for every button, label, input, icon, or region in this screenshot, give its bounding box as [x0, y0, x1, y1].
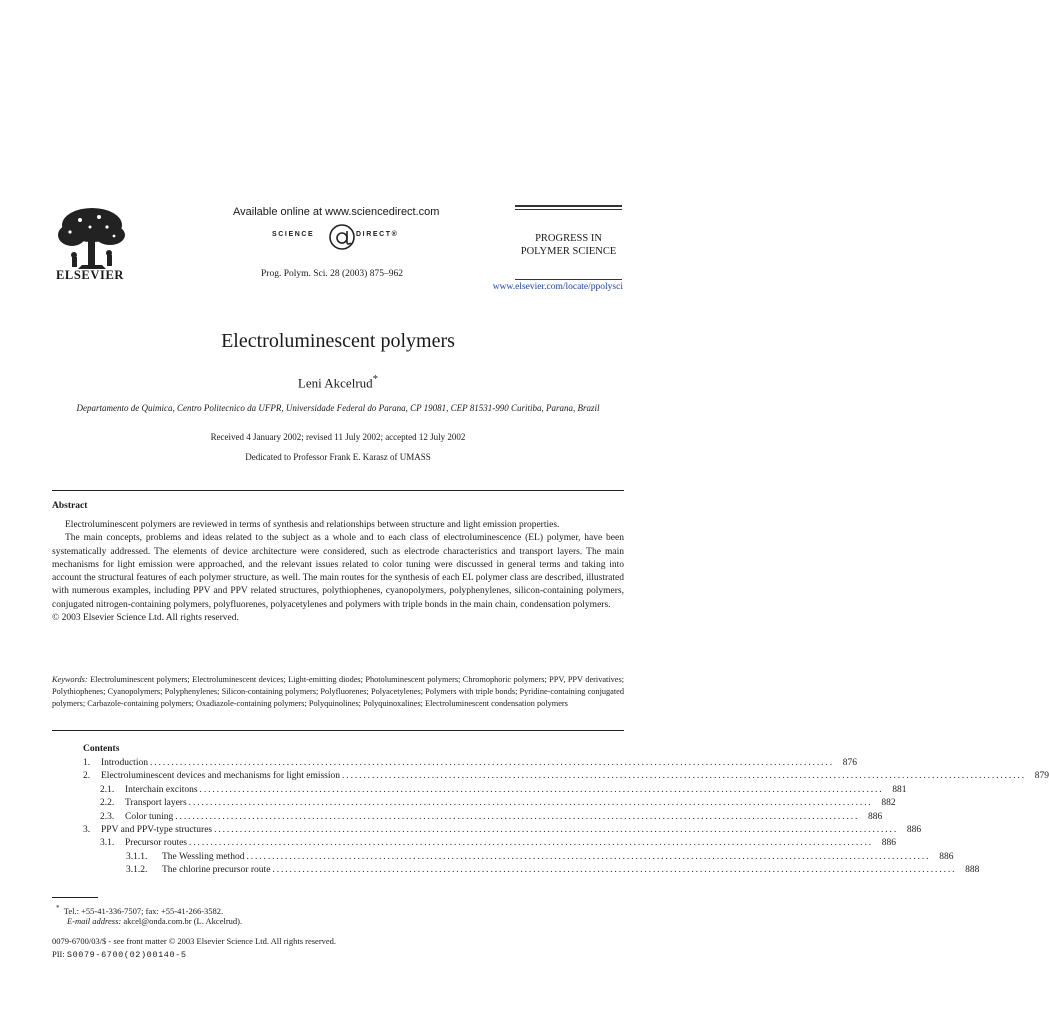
toc-entry-title: Precursor routes [125, 838, 187, 849]
author-name[interactable]: Leni Akcelrud [297, 375, 373, 391]
toc-entry-number: 2.1. [100, 784, 115, 795]
toc-entry-number: 2.3. [100, 811, 115, 822]
toc-entry-page: 886 [939, 851, 954, 862]
toc-entry[interactable] [83, 770, 1049, 783]
toc-leader-dots: ................................................................................................................................................................ [342, 771, 1027, 782]
journal-rule-top [515, 205, 622, 207]
toc-entry-number: 2.2. [100, 798, 115, 809]
toc-entry-title: Interchain excitons [125, 784, 198, 795]
abstract-copyright: © 2003 Elsevier Science Ltd. All rights reserved. [52, 613, 239, 624]
front-matter-copyright: 0079-6700/03/$ - see front matter © 2003 Elsevier Science Ltd. All rights reserved. [52, 936, 337, 946]
toc-entry-number: 2. [83, 771, 91, 782]
toc-entry-page: 886 [868, 811, 883, 822]
toc-leader-dots: ................................................................................................................................................................ [188, 798, 873, 809]
toc-entry-page: 876 [842, 758, 857, 768]
available-online-text: Available online at www.sciencedirect.com [233, 206, 440, 218]
abstract-paragraph: Electroluminescent polymers are reviewed in terms of synthesis and relationships between structure and light emission properties. [65, 520, 560, 530]
toc-entry[interactable] [83, 824, 922, 837]
toc-leader-dots: ................................................................................................................................................................ [199, 784, 884, 795]
toc-leader-dots: ................................................................................................................................................................ [189, 838, 873, 849]
abstract-heading: Abstract [52, 501, 88, 511]
toc-entry[interactable] [83, 811, 883, 824]
pii-line [52, 949, 187, 960]
journal-citation: Prog. Polym. Sci. 28 (2003) 875–962 [261, 269, 403, 279]
toc-entry-title: The Wessling method [162, 851, 245, 862]
footnote-rule [52, 897, 98, 898]
toc-entry-number: 1. [83, 758, 91, 768]
article-title: Electroluminescent polymers [221, 330, 455, 352]
toc-entry[interactable] [83, 851, 954, 864]
toc-entry-title: PPV and PPV-type structures [101, 824, 213, 835]
keywords-block [52, 674, 624, 709]
toc-leader-dots: ................................................................................................................................................................ [214, 824, 899, 835]
toc-entry-title: The chlorine precursor route [162, 865, 271, 876]
toc-entry-page: 886 [881, 838, 896, 849]
toc-entry[interactable] [83, 784, 907, 797]
dedication: Dedicated to Professor Frank E. Karasz of UMASS [245, 452, 431, 462]
toc-entry[interactable] [83, 757, 857, 770]
toc-leader-dots: ................................................................................................................................................................ [272, 865, 957, 876]
author-line [0, 373, 676, 391]
author-footnote-marker[interactable]: * [372, 373, 379, 385]
journal-url-link[interactable]: www.elsevier.com/locate/ppolysci [492, 282, 623, 292]
abstract-body [52, 519, 624, 625]
toc-entry-page: 879 [1034, 771, 1049, 782]
toc-entry-number: 3.1. [100, 838, 115, 849]
footnote-marker: * [56, 904, 60, 912]
publisher-logo-text: ELSEVIER [55, 268, 125, 282]
toc-entry-title: Transport layers [125, 798, 187, 809]
received-dates: Received 4 January 2002; revised 11 July 2002; accepted 12 July 2002 [210, 432, 466, 442]
sciencedirect-left-text: SCIENCE [272, 231, 315, 238]
toc-leader-dots: ................................................................................................................................................................ [149, 758, 834, 768]
email-label: E-mail address: [67, 916, 122, 926]
toc-entry-title: Introduction [101, 758, 148, 768]
toc-entry-page: 888 [965, 865, 980, 876]
email-value[interactable]: akcel@onda.com.br (L. Akcelrud). [123, 916, 243, 926]
abstract-paragraph: The main concepts, problems and ideas related to the subject as a whole and to each class of electroluminescence (EL) polymer, have been systematically addressed. The elements of device architecture were considered, such as electrode characteristics and transport layers. The main mechanisms for light emission were approached, and the relevant issues related to color tuning were discussed in general terms and taking into account the structural features of each polymer structure, as well. The main routes for the synthesis of each EL polymer class are described, illustrated with numerous examples, including PPV and PPV related structures, polythiophenes, cyanopolymers, polyphenylenes, silicon-containing polymers, conjugated nitrogen-containing polymers, polyfluorenes, polyacetylenes and polymers with triple bonds in the main chain, condensation polymers. [52, 533, 624, 610]
toc-entry-number: 3.1.2. [126, 865, 148, 876]
abstract-bottom-rule [52, 730, 624, 731]
author-affiliation: Departamento de Quimica, Centro Politecnico da UFPR, Universidade Federal do Parana, CP 19081, CEP 81531-990 Curitiba, Parana, Brazil [76, 403, 600, 413]
footnote-phone-fax: Tel.: +55-41-336-7507; fax: +55-41-266-3582. [63, 905, 224, 916]
journal-name [515, 232, 622, 258]
contents-heading: Contents [83, 744, 120, 754]
toc-entry-title: Electroluminescent devices and mechanisms for light emission [101, 771, 341, 782]
toc-entry-number: 3.1.1. [126, 851, 148, 862]
sciencedirect-logo [272, 223, 412, 249]
toc-entry-page: 886 [906, 824, 922, 835]
toc-entry-page: 881 [892, 784, 907, 795]
toc-leader-dots: ................................................................................................................................................................ [246, 851, 931, 862]
toc-entry[interactable] [83, 797, 896, 810]
toc-leader-dots: ................................................................................................................................................................ [175, 811, 860, 822]
pii-label: PII: [52, 949, 65, 959]
pii-value: S0079-6700(02)00140-5 [66, 950, 187, 960]
toc-entry[interactable] [83, 837, 896, 850]
journal-name-line2: POLYMER SCIENCE [520, 246, 617, 257]
journal-rule-top-thin [515, 209, 622, 210]
sciencedirect-right-text: DIRECT® [356, 231, 399, 238]
journal-name-line1: PROGRESS IN [535, 233, 602, 244]
keywords-text: Electroluminescent polymers; Electroluminescent devices; Light-emitting diodes; Photoluminescent polymers; Chromophoric polymers; PPV, PPV derivatives; Polythiophenes; Cyanopolymers; Polyphenylenes; Silicon-containing polymers; Polyfluorenes; Polyacetylenes; Polymers with triple bonds; Pyridine-containing conjugated polymers; Carbazole-containing polymers; Oxadiazole-containing polymers; Polyquinolines; Polyquinoxalines; Electroluminescent condensation polymers [52, 675, 624, 708]
toc-entry-page: 882 [881, 798, 896, 809]
abstract-top-rule [52, 490, 624, 491]
table-of-contents [83, 757, 1049, 878]
toc-entry-number: 3. [83, 824, 91, 835]
toc-entry[interactable] [83, 864, 980, 877]
toc-entry-title: Color tuning [125, 811, 174, 822]
journal-rule-bottom [515, 279, 622, 280]
footnote-email [67, 916, 242, 926]
at-sign-icon [328, 223, 356, 251]
footnote-contact [56, 904, 223, 916]
keywords-label: Keywords: [52, 675, 88, 684]
